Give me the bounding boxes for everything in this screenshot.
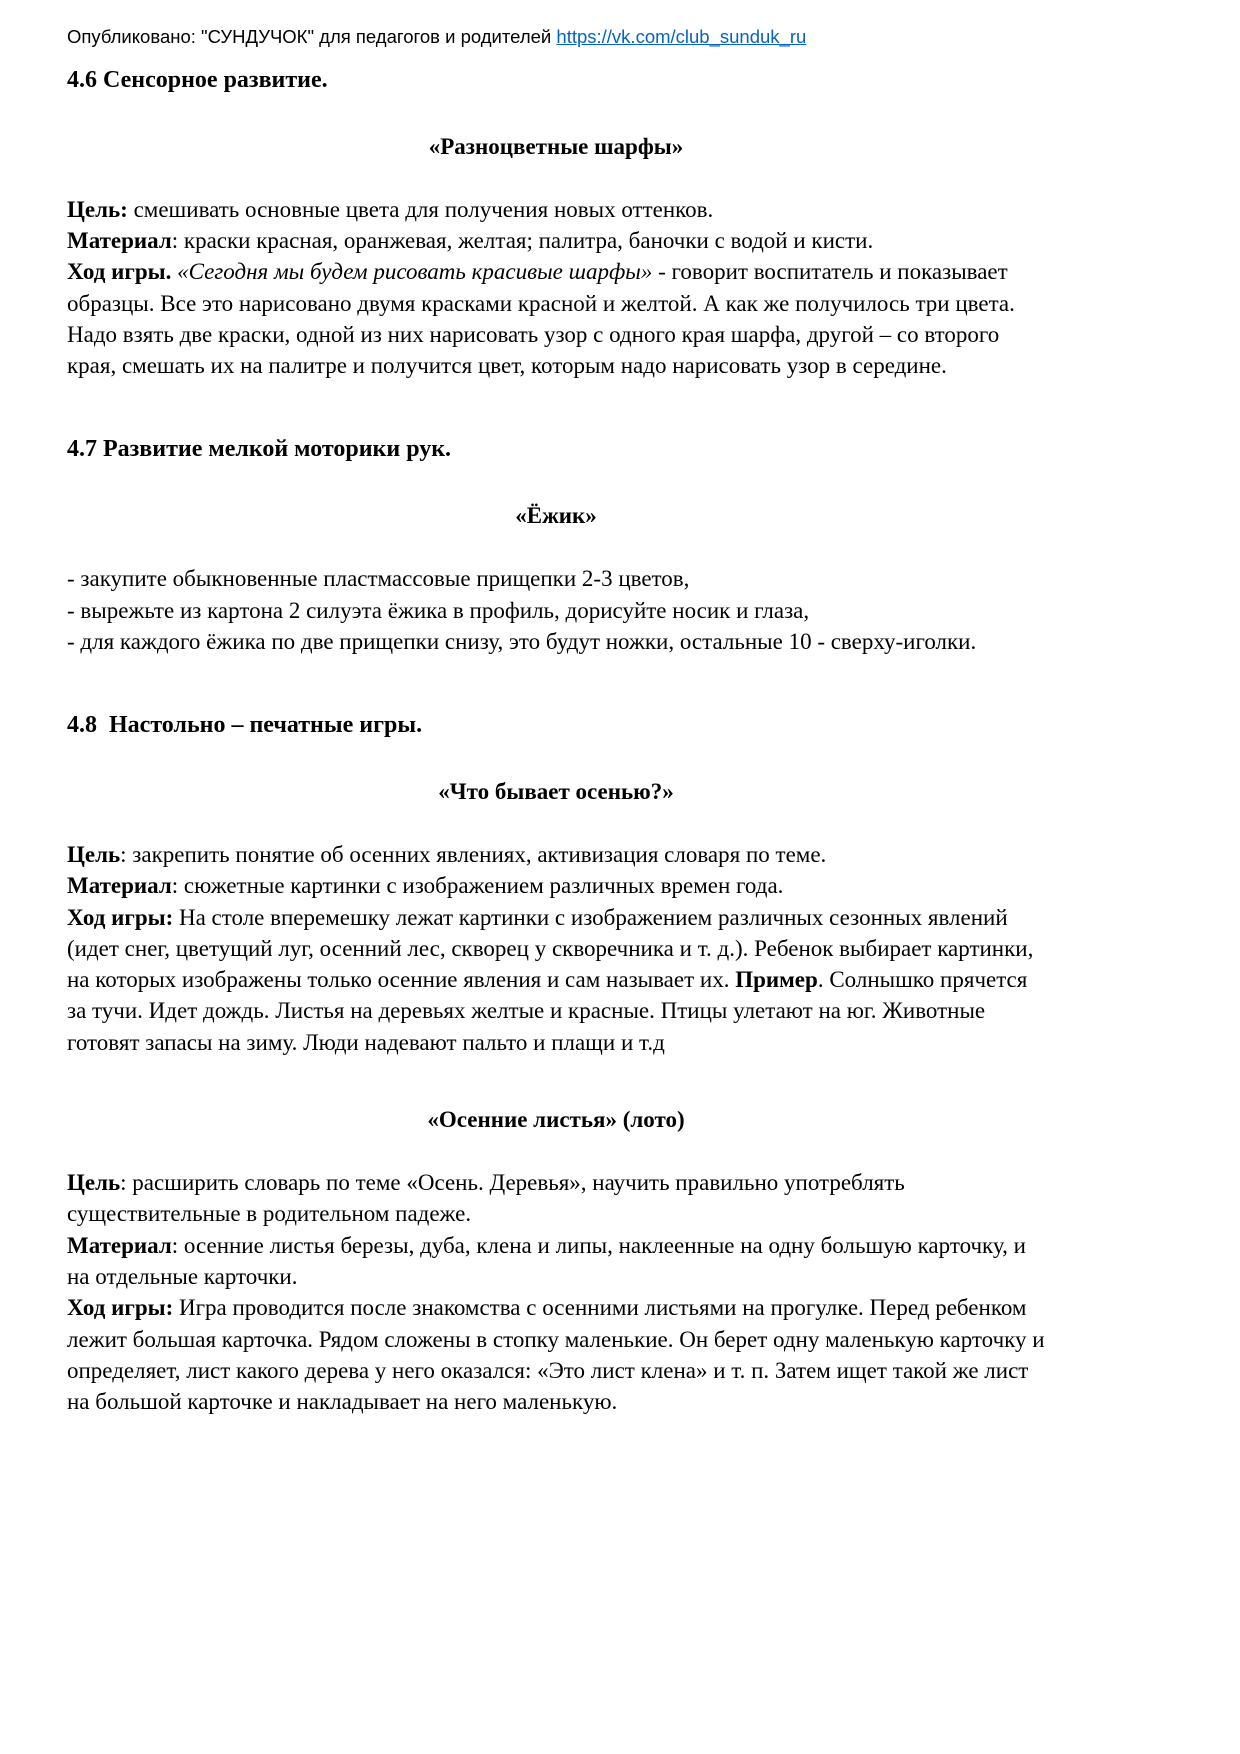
section-heading: 4.7 Развитие мелкой моторики рук. <box>67 436 452 463</box>
text-run: смешивать основные цвета для получения новых оттенков. <box>127 196 714 222</box>
label-bold: Цель <box>67 1170 121 1196</box>
paragraph <box>67 194 1045 225</box>
vk-link[interactable]: https://vk.com/club_sunduk_ru <box>556 26 807 47</box>
paragraph <box>67 1167 1045 1230</box>
label-bold: Ход игры. <box>67 259 172 285</box>
text-run: - вырежьте из картона 2 силуэта ёжика в профиль, дорисуйте носик и глаза, <box>67 597 810 623</box>
game-title: «Осенние листья» (лото) <box>427 1106 685 1132</box>
text-run: - говорит воспитатель и показывает образцы. Все это нарисовано двумя красками красной и желтой. А как же получилось три цвета. Надо взять две краски, одной из них нарисовать узор с одного края шарфа, другой – со второго края, смешать их на палитре и получится цвет, которым надо нарисовать узор в середине. <box>67 259 1015 379</box>
paragraph <box>67 1230 1045 1293</box>
label-bold: Ход игры: <box>67 904 174 930</box>
text-run-italic: «Сегодня мы будем рисовать красивые шарфы» <box>177 259 653 285</box>
text-run: . Солнышко прячется за тучи. Идет дождь. Листья на деревьях желтые и красные. Птицы улетают на юг. Животные готовят запасы на зиму. Люди надевают пальто и плащи и т.д <box>67 967 1028 1055</box>
text-run: : сюжетные картинки с изображением различных времен года. <box>171 873 784 899</box>
label-bold: Цель <box>67 842 121 868</box>
label-bold: Цель: <box>67 196 128 222</box>
label-bold: Материал <box>67 228 172 254</box>
label-bold: Материал <box>67 873 172 899</box>
text-run: На столе вперемешку лежат картинки с изображением различных сезонных явлений (идет снег, цветущий луг, осенний лес, скворец у скворечника и т. д.). Ребенок выбирает картинки, на которых изображены только осенние явления и сам называет их. <box>67 904 1034 993</box>
paragraph <box>67 256 1045 381</box>
text-run: - закупите обыкновенные пластмассовые прищепки 2-3 цветов, <box>67 566 690 592</box>
label-bold: Пример <box>735 967 818 993</box>
published-text: Опубликовано: "СУНДУЧОК" для педагогов и родителей <box>67 26 557 47</box>
game-title: «Ёжик» <box>515 503 597 529</box>
text-run: - для каждого ёжика по две прищепки снизу, это будут ножки, остальные 10 - сверху-иголки. <box>67 628 977 654</box>
paragraph <box>67 595 1045 626</box>
text-run: : расширить словарь по теме «Осень. Деревья», научить правильно употреблять существительные в родительном падеже. <box>67 1170 905 1227</box>
paragraph <box>67 902 1045 1058</box>
text-run: : закрепить понятие об осенних явлениях, активизация словаря по теме. <box>120 842 827 868</box>
game-title: «Что бывает осенью?» <box>438 778 674 804</box>
paragraph <box>67 1292 1045 1417</box>
text-run: Игра проводится после знакомства с осенними листьями на прогулке. Перед ребенком лежит большая карточка. Рядом сложены в стопку маленькие. Он берет одну маленькую карточку и определяет, лист какого дерева у него оказался: «Это лист клена» и т. п. Затем ищет такой же лист на большой карточке и накладывает на него маленькую. <box>67 1295 1045 1415</box>
label-bold: Материал <box>67 1232 172 1258</box>
paragraph <box>67 225 1045 256</box>
published-header <box>67 26 1045 48</box>
section-heading: 4.8 Настольно – печатные игры. <box>67 712 423 739</box>
paragraph <box>67 870 1045 901</box>
text-run: : осенние листья березы, дуба, клена и липы, наклеенные на одну большую карточку, и на отдельные карточки. <box>67 1232 1026 1289</box>
spacer <box>67 1058 1045 1070</box>
text-run: : краски красная, оранжевая, желтая; палитра, баночки с водой и кисти. <box>171 228 874 254</box>
section-heading: 4.6 Сенсорное развитие. <box>67 67 328 93</box>
document-content <box>67 64 1045 1417</box>
game-title: «Разноцветные шарфы» <box>428 133 684 159</box>
paragraph <box>67 563 1045 594</box>
paragraph <box>67 626 1045 657</box>
paragraph <box>67 839 1045 870</box>
label-bold: Ход игры: <box>67 1295 174 1321</box>
